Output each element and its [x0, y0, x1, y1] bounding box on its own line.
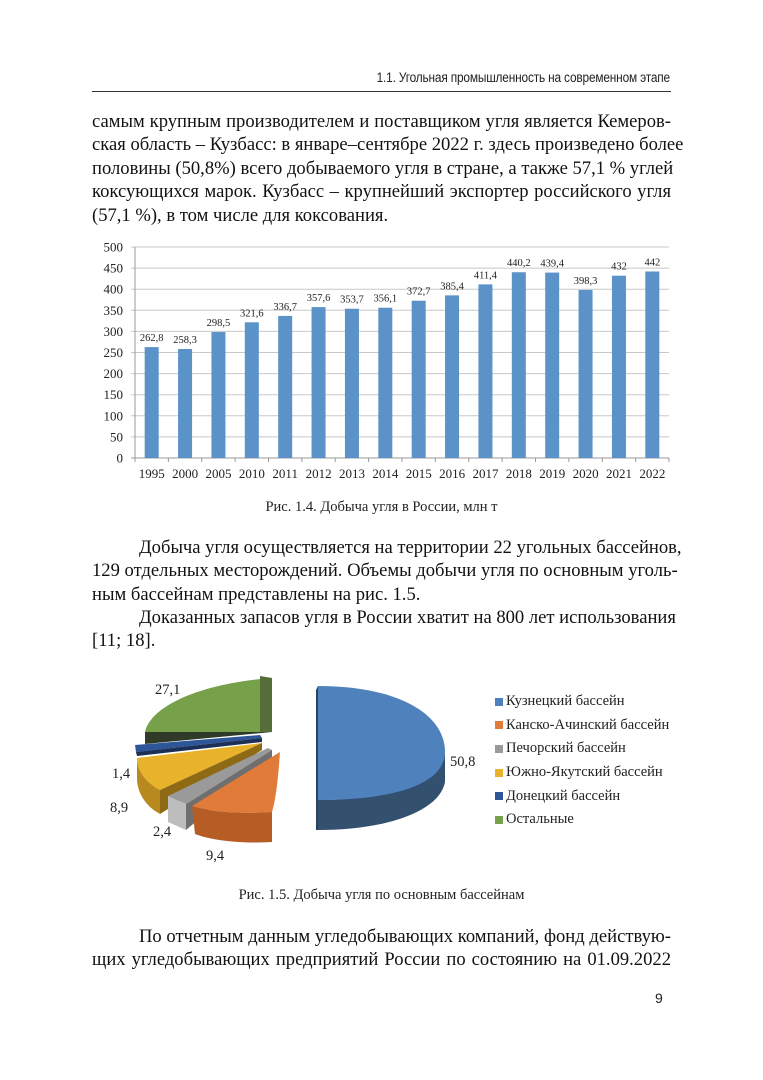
legend-item	[495, 690, 695, 714]
text-line: коксующихся марок. Кузбасс – крупнейший экспортер российского угля	[92, 181, 671, 203]
bar-value-label: 411,4	[473, 270, 498, 282]
y-tick-label: 0	[116, 450, 123, 466]
x-tick-label: 1995	[138, 466, 165, 481]
bar-value-label: 357,6	[306, 293, 331, 305]
bar-value-label: 372,7	[406, 286, 431, 298]
text-line: ская область – Кузбасс: в январе–сентябре 2022 г. здесь произведено более	[92, 134, 684, 156]
legend-label: Донецкий бассейн	[506, 787, 621, 804]
legend-swatch-icon	[495, 792, 503, 800]
figure-1-4-caption: Рис. 1.4. Добыча угля в России, млн т	[265, 499, 498, 515]
text-line: По отчетным данным угледобывающих компаний, фонд действую-	[139, 926, 671, 947]
text-line: половины (50,8%) всего добываемого угля в стране, а также 57,1 % углей	[92, 157, 674, 179]
legend-item	[495, 761, 695, 785]
bar-value-label: 440,2	[507, 258, 531, 270]
running-header: 1.1. Угольная промышленность на современном этапе	[376, 70, 670, 85]
y-tick-label: 250	[103, 345, 123, 360]
pie-value-label: 2,4	[153, 824, 172, 840]
text-line: 129 отдельных месторождений. Объемы добычи угля по основным уголь-	[92, 560, 678, 582]
legend-swatch-icon	[495, 698, 503, 706]
coal-production-bar-chart	[95, 238, 685, 488]
pie-value-label: 50,8	[450, 754, 476, 770]
bar	[478, 284, 492, 458]
bar-value-label: 439,4	[540, 258, 564, 270]
bar	[211, 332, 225, 458]
x-tick-label: 2011	[272, 466, 298, 481]
y-tick-label: 150	[103, 387, 123, 403]
bar	[545, 273, 559, 458]
bar	[278, 316, 292, 458]
paragraph-reserves	[92, 606, 676, 653]
x-tick-label: 2010	[238, 466, 265, 481]
bar	[445, 295, 459, 458]
bar-value-label: 442	[644, 257, 661, 269]
pie-value-label: 8,9	[110, 800, 129, 816]
text-line: Доказанных запасов угля в России хватит на 800 лет использования	[139, 607, 676, 628]
bar	[612, 276, 626, 458]
text-line: самым крупным производителем и поставщиком угля является Кемеров-	[92, 111, 671, 132]
bar-value-label: 385,4	[440, 281, 464, 293]
legend-label: Остальные	[506, 811, 574, 828]
bar-value-label: 298,5	[206, 318, 231, 330]
legend-label: Печорский бассейн	[506, 740, 626, 757]
bar	[312, 307, 326, 458]
x-tick-label: 2015	[405, 466, 432, 481]
x-tick-label: 2020	[572, 466, 599, 481]
legend-item	[495, 737, 695, 761]
legend-item	[495, 714, 695, 738]
paragraph-basins	[92, 536, 682, 606]
y-axis-ticks	[104, 240, 124, 466]
y-tick-label: 300	[103, 323, 123, 339]
bar-value-label: 258,3	[173, 334, 197, 346]
x-tick-label: 2013	[338, 466, 365, 481]
text-line: Добыча угля осуществляется на территории 22 угольных бассейнов,	[139, 537, 682, 558]
x-tick-label: 2019	[539, 466, 566, 481]
text-line: ным бассейнам представлены на рис. 1.5.	[92, 583, 421, 605]
pie-value-label: 1,4	[112, 766, 131, 782]
bar	[245, 322, 259, 458]
bar	[378, 308, 392, 458]
legend-item	[495, 784, 695, 808]
x-tick-label: 2022	[639, 466, 666, 481]
x-tick-label: 2021	[605, 466, 632, 481]
legend-label: Канско-Ачинский бассейн	[506, 716, 670, 733]
bar	[579, 290, 593, 458]
pie-legend	[495, 690, 695, 832]
chart-bars	[145, 271, 660, 458]
legend-label: Кузнецкий бассейн	[506, 693, 625, 710]
bar	[145, 347, 159, 458]
legend-swatch-icon	[495, 721, 503, 729]
bar-value-label: 353,7	[340, 294, 364, 306]
legend-swatch-icon	[495, 745, 503, 753]
text-line: (57,1 %), в том числе для коксования.	[92, 204, 389, 226]
y-tick-label: 50	[110, 429, 123, 445]
pie-value-label: 27,1	[155, 682, 181, 698]
bar-value-label: 398,3	[573, 275, 598, 287]
bar-value-label: 356,1	[373, 293, 398, 305]
pie-value-label: 9,4	[206, 848, 225, 864]
x-tick-label: 2012	[305, 466, 332, 481]
coal-basins-pie-chart	[100, 670, 480, 870]
legend-swatch-icon	[495, 769, 503, 777]
bar	[412, 301, 426, 458]
header-rule	[92, 91, 671, 92]
legend-swatch-icon	[495, 816, 503, 824]
bar-value-label: 336,7	[273, 301, 297, 313]
x-tick-label: 2014	[372, 466, 399, 481]
figure-1-5-caption: Рис. 1.5. Добыча угля по основным бассейнам	[238, 887, 525, 903]
page-number: 9	[655, 990, 663, 1006]
x-axis-ticks	[139, 466, 666, 481]
bar	[178, 349, 192, 458]
paragraph-kuzbass	[92, 110, 684, 227]
bar-value-label: 321,6	[240, 308, 264, 320]
bar-value-label: 262,8	[139, 333, 164, 345]
y-tick-label: 350	[103, 302, 123, 318]
paragraph-enterprises	[92, 925, 671, 972]
text-line: [11; 18].	[92, 630, 156, 652]
y-tick-label: 100	[103, 408, 123, 424]
y-tick-label: 400	[103, 281, 123, 297]
x-tick-label: 2000	[172, 466, 199, 481]
legend-label: Южно-Якутский бассейн	[506, 764, 663, 781]
y-tick-label: 200	[103, 366, 123, 382]
bar	[645, 271, 659, 458]
y-tick-label: 450	[103, 260, 123, 276]
x-tick-label: 2005	[205, 466, 232, 481]
bar	[345, 309, 359, 458]
text-line: щих угледобывающих предприятий России по состоянию на 01.09.2022	[92, 949, 671, 971]
bar-value-label: 432	[611, 261, 627, 273]
bar	[512, 272, 526, 458]
x-tick-label: 2017	[472, 466, 499, 481]
x-tick-label: 2018	[505, 466, 532, 481]
legend-item	[495, 808, 695, 832]
pie-slice-kuznetsk	[316, 686, 445, 830]
x-tick-label: 2016	[439, 466, 466, 481]
y-tick-label: 500	[103, 239, 123, 255]
